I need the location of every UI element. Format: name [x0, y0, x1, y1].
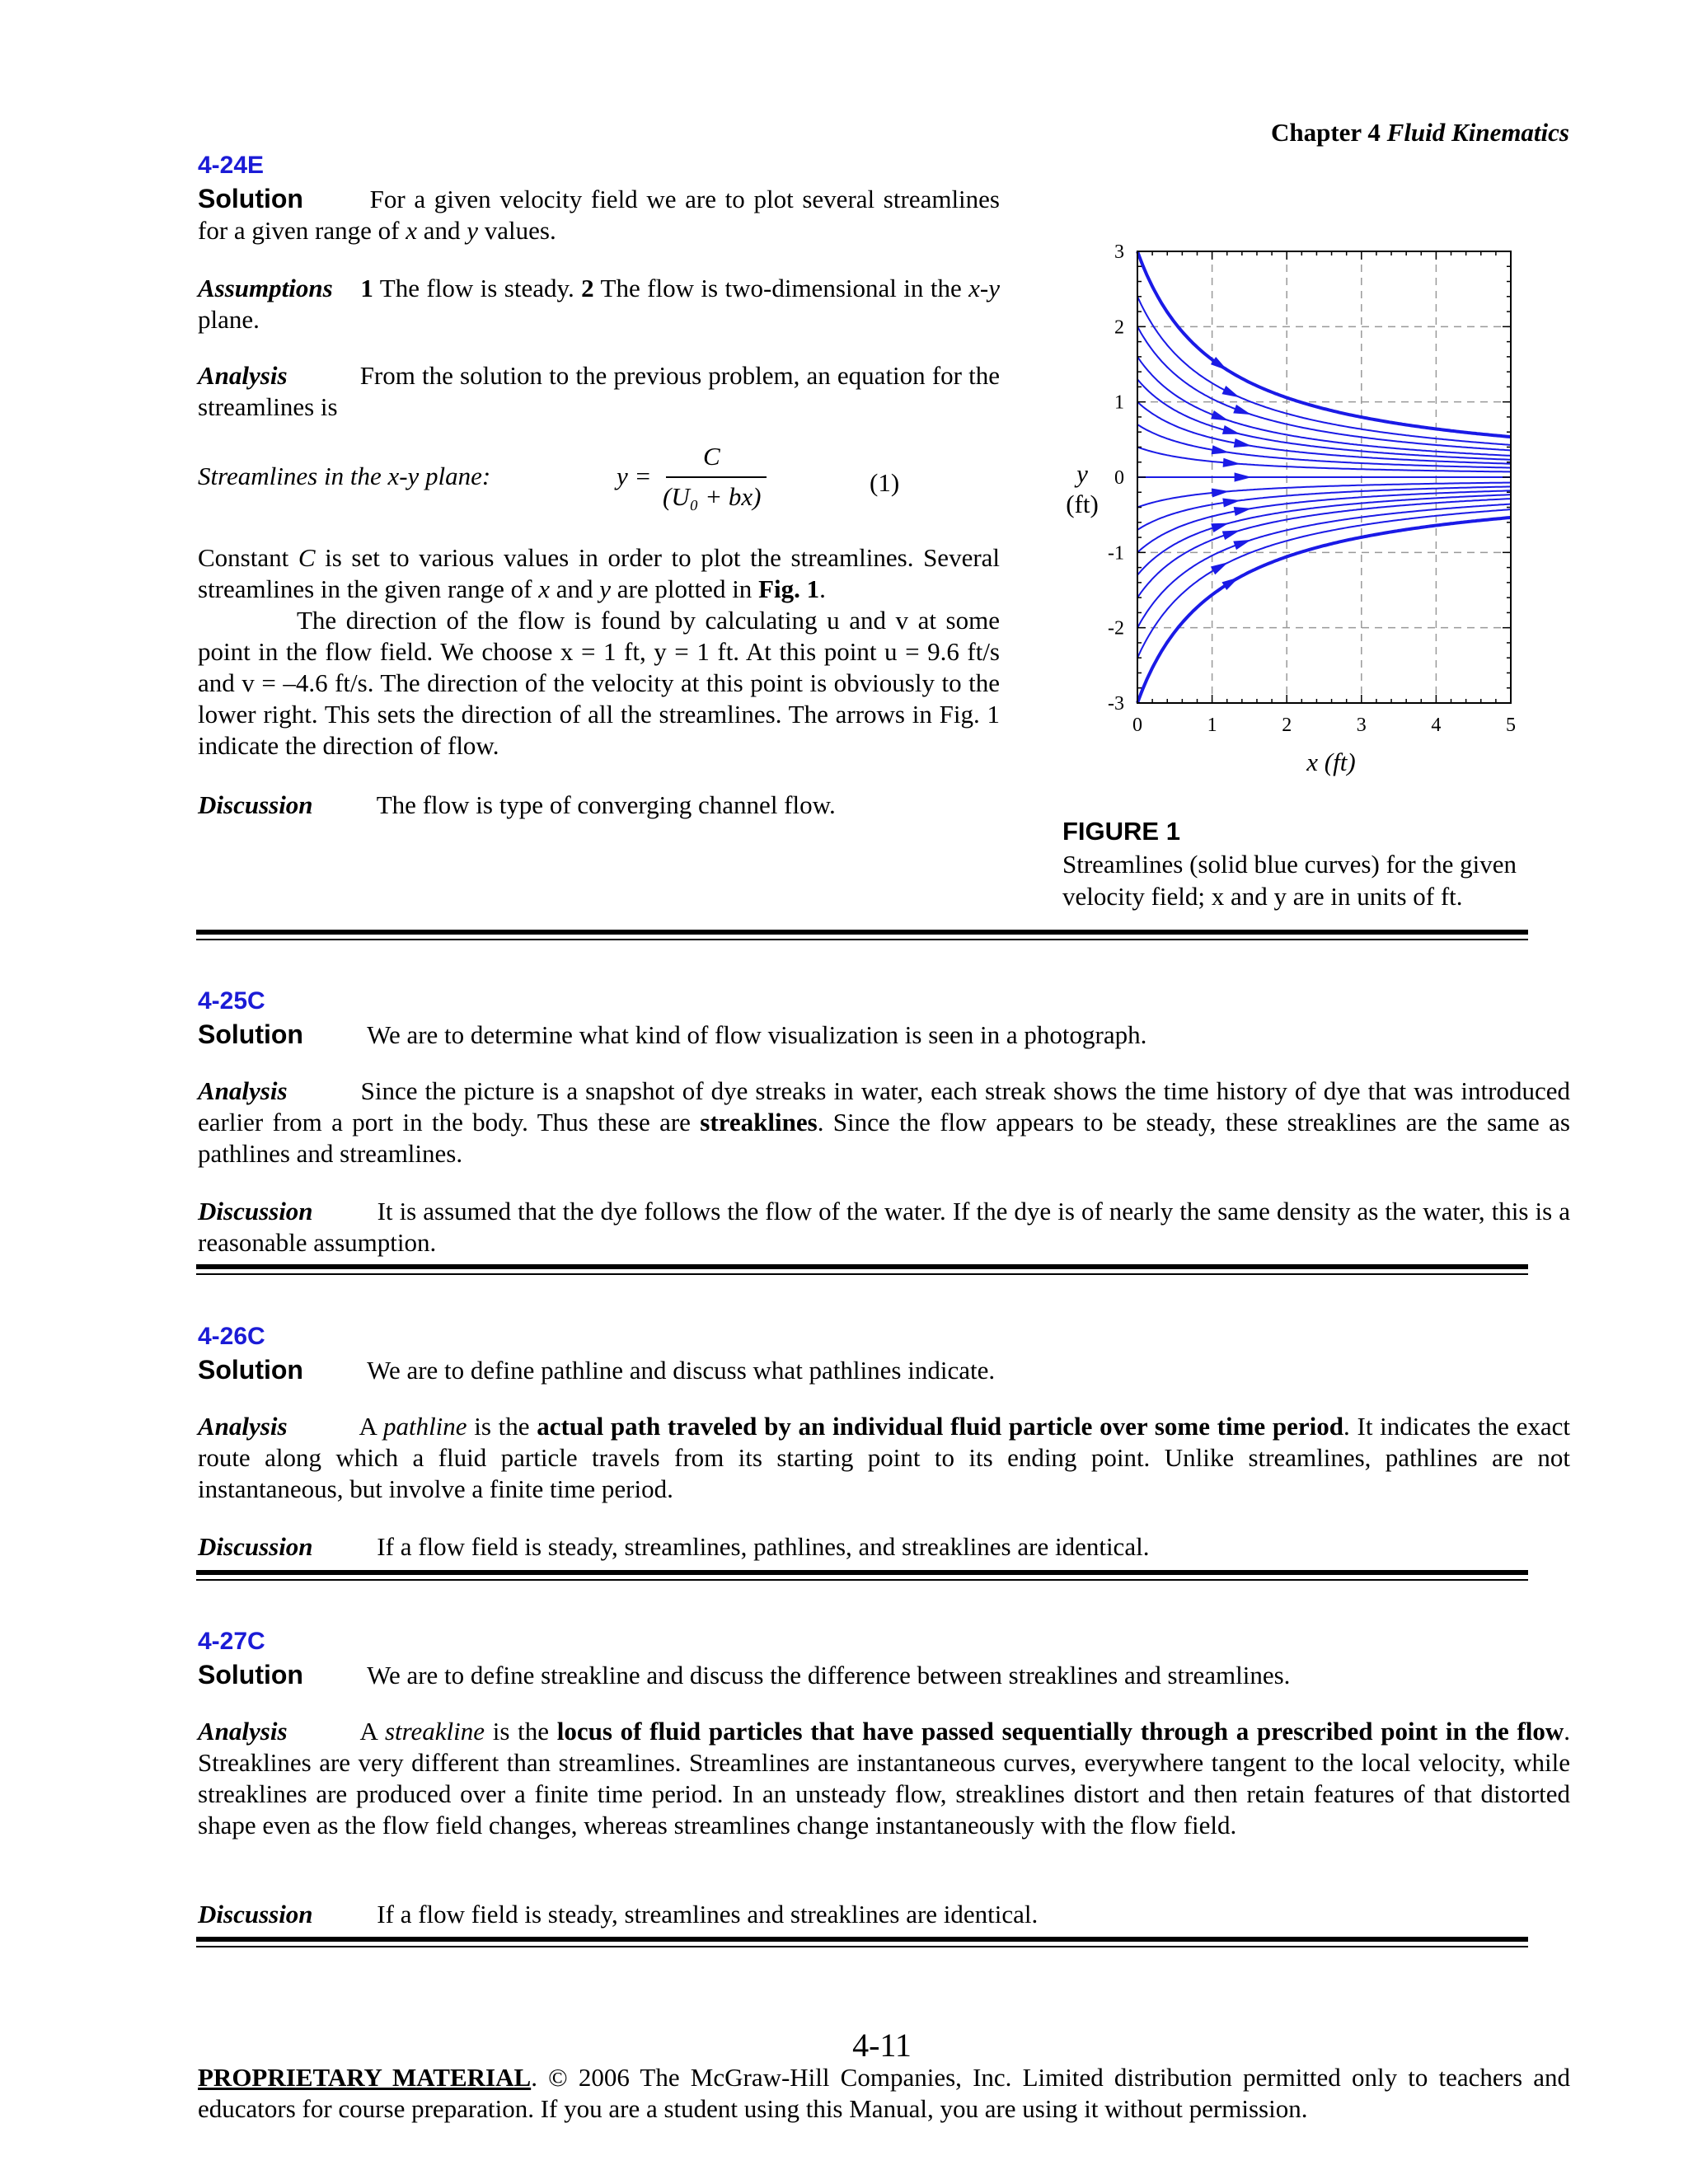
flow-arrow [1212, 488, 1230, 497]
analysis-label: Analysis [198, 1717, 288, 1746]
discussion-label: Discussion [198, 1900, 313, 1929]
equation-number: (1) [870, 468, 900, 497]
y-tick-label: -1 [1108, 542, 1124, 565]
problem-number-4-27C: 4-27C [198, 1628, 265, 1655]
streamline [1137, 448, 1511, 472]
x-tick-label: 3 [1356, 715, 1367, 736]
discussion-label: Discussion [198, 1532, 313, 1561]
y-tick-label: 1 [1114, 391, 1124, 414]
discussion-4-26C: Discussion If a flow field is steady, streamlines, pathlines, and streaklines are identical. [198, 1532, 1150, 1561]
flow-arrow [1222, 530, 1240, 540]
equation-label: Streamlines in the x-y plane: [198, 462, 491, 490]
flow-arrow [1222, 425, 1240, 434]
equation-numerator: C [703, 442, 720, 471]
x-tick-label: 5 [1506, 715, 1516, 736]
streamline [1137, 518, 1511, 703]
x-axis-label: x (ft) [1306, 748, 1356, 776]
analysis-4-26C: Analysis A pathline is the actual path traveled by an individual fluid particle over some time period. It indicates the exact route along which a fluid particle travels from its starting point to its ending point. Unlike streamlines, pathlines are not instantaneous, but involve a finite time period. [198, 1412, 1571, 1503]
proprietary-label: PROPRIETARY MATERIAL [198, 2063, 532, 2092]
streamline [1137, 297, 1511, 445]
chart-curves [1137, 251, 1511, 703]
discussion-4-24E: Discussion The flow is type of converging channel flow. [198, 790, 836, 819]
streamline [1137, 483, 1511, 508]
x-tick-label: 2 [1282, 715, 1292, 736]
analysis-4-24E: Analysis From the solution to the previous problem, an equation for the streamlines is [198, 361, 1000, 421]
problem-number-4-25C: 4-25C [198, 987, 265, 1015]
flow-arrow [1223, 458, 1241, 467]
streamline [1137, 379, 1511, 460]
solution-label: Solution [198, 1660, 303, 1690]
equation-denominator: (U₀ + bx) [663, 482, 762, 511]
solution-label: Solution [198, 1355, 303, 1385]
analysis-4-27C: Analysis A streakline is the locus of fluid particles that have passed sequentially through a prescribed point in the flow. Streaklines are very different than streamlines. Streamlines are instantaneous curves, everywhere tangent to the local velocity, while streaklines are produced over a finite time period. In an unsteady flow, streaklines distort and then retain features of that distorted shape even as the flow field changes, whereas streamlines change instantaneously with the flow field. [198, 1717, 1571, 1840]
chapter-header [1271, 118, 1569, 148]
assumptions-label: Assumptions [198, 274, 333, 302]
y-tick-label: 0 [1114, 467, 1124, 489]
discussion-4-25C: Discussion It is assumed that the dye follows the flow of the water. If the dye is of nearly the same density as the water, this is a reasonable assumption. [198, 1197, 1570, 1257]
y-axis-unit: (ft) [1066, 490, 1099, 518]
solution-label: Solution [198, 1019, 303, 1049]
x-tick-label: 4 [1431, 715, 1442, 736]
solution-4-26C: Solution We are to define pathline and discuss what pathlines indicate. [198, 1355, 996, 1385]
fraction-bar [666, 476, 767, 478]
x-tick-label: 0 [1132, 715, 1142, 736]
flow-arrow [1234, 438, 1252, 448]
problem-number-4-24E: 4-24E [198, 152, 265, 179]
flow-arrow [1222, 499, 1240, 508]
analysis-label: Analysis [198, 361, 288, 390]
section-divider [196, 1570, 1528, 1580]
section-divider [196, 1937, 1528, 1947]
flow-arrow [1234, 507, 1252, 516]
discussion-label: Discussion [198, 790, 313, 819]
flow-arrow [1221, 577, 1239, 590]
y-tick-label: -2 [1108, 617, 1124, 640]
chapter-prefix: Chapter 4 [1270, 118, 1381, 147]
analysis-label: Analysis [198, 1076, 288, 1105]
figure-caption: Streamlines (solid blue curves) for the given velocity field; x and y are in units of ft. [1062, 850, 1517, 911]
flow-arrow [1233, 405, 1251, 415]
solution-4-24E: Solution For a given velocity field we are to plot several streamlines for a given range of x and y values. [198, 184, 1000, 245]
paragraph-direction: The direction of the flow is found by calculating u and v at some point in the flow field. We choose x = 1 ft, y = 1 ft. At this point u = 9.6 ft/s and v = –4.6 ft/s. The direction of the velocity at this point is obviously to the lower right. This sets the direction of all the streamlines. The arrows in Fig. 1 indicate the direction of flow. [198, 606, 1000, 760]
assumptions-4-24E: Assumptions 1 The flow is steady. 2 The flow is two-dimensional in the x-y plane. [198, 274, 1000, 334]
chapter-title: Fluid Kinematics [1386, 118, 1569, 147]
flow-arrow [1221, 386, 1240, 397]
flow-arrow [1211, 410, 1229, 421]
section-divider [196, 1264, 1528, 1274]
analysis-4-25C: Analysis Since the picture is a snapshot of dye streaks in water, each streak shows the time history of dye that was introduced earlier from a port in the body. Thus these are streaklines. Since the flow appears to be steady, these streaklines are the same as pathlines and streamlines. [198, 1076, 1570, 1168]
flow-arrow [1233, 540, 1251, 550]
analysis-label: Analysis [198, 1412, 288, 1441]
flow-arrow [1212, 445, 1230, 454]
fig-ref: Fig. 1 [758, 574, 820, 603]
paragraph-constant-c: Constant C is set to various values in order to plot the streamlines. Several streamlines in the given range of x and y are plotted in Fig. 1. [198, 543, 1001, 603]
flow-arrow [1235, 472, 1252, 481]
proprietary-notice: PROPRIETARY MATERIAL. © 2006 The McGraw-Hill Companies, Inc. Limited distribution permitted only to teachers and educators for course preparation. If you are a student using this Manual, you are using it without permission. [198, 2063, 1570, 2123]
y-axis-label: y [1076, 459, 1088, 488]
page-number: 4-11 [852, 2027, 912, 2064]
discussion-label: Discussion [198, 1197, 313, 1226]
streamline-chart [1047, 231, 1541, 791]
streamline [1137, 494, 1511, 575]
y-tick-label: -3 [1108, 693, 1124, 715]
discussion-4-27C: Discussion If a flow field is steady, streamlines and streaklines are identical. [198, 1900, 1039, 1929]
section-divider [196, 930, 1528, 940]
streamline [1137, 509, 1511, 658]
flow-arrow [1211, 562, 1228, 574]
figure-label: FIGURE 1 [1062, 817, 1180, 846]
streamline [1137, 251, 1511, 437]
solution-4-25C: Solution We are to determine what kind of flow visualization is seen in a photograph. [198, 1019, 1147, 1049]
y-tick-label: 2 [1114, 316, 1124, 339]
problem-number-4-26C: 4-26C [198, 1323, 265, 1350]
solution-label: Solution [198, 184, 303, 213]
y-tick-label: 3 [1114, 241, 1124, 263]
solution-4-27C: Solution We are to define streakline and discuss the difference between streaklines and streamlines. [198, 1660, 1291, 1690]
equation-lhs: y = [617, 462, 652, 490]
x-tick-label: 1 [1207, 715, 1217, 736]
